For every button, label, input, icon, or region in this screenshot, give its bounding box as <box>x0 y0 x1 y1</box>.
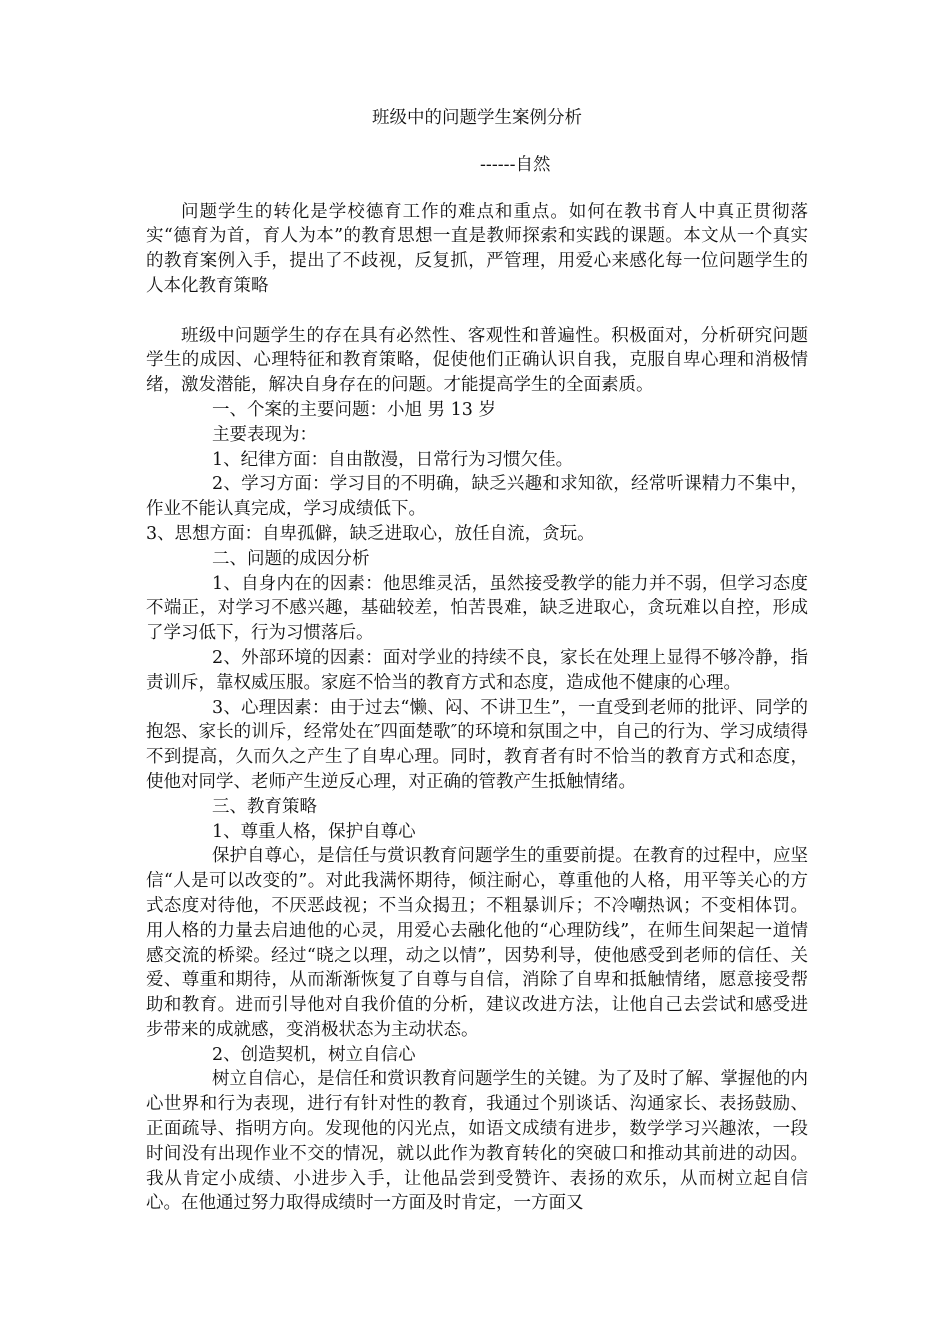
document-page <box>146 106 808 1216</box>
section-3-paragraph-1: 保护自尊心，是信任与赏识教育问题学生的重要前提。在教育的过程中，应坚信“人是可以改变的”。对此我满怀期待，倾注耐心，尊重他的人格，用平等关心的方式态度对待他，不厌恶歧视；不当众揭丑；不粗暴训斥；不冷嘲热讽；不变相体罚。用人格的力量去启迪他的心灵，用爱心去融化他的“心理防线”，在师生间架起一道情感交流的桥梁。经过“晓之以理，动之以情”，因势利导，使他感受到老师的信任、关爱、尊重和期待，从而渐渐恢复了自尊与自信，消除了自卑和抵触情绪，愿意接受帮助和教育。进而引导他对自我价值的分析，建议改进方法，让他自己去尝试和感受进步带来的成就感，变消极状态为主动状态。 <box>146 846 808 1040</box>
section-1-intro: 主要表现为： <box>212 424 317 445</box>
section-heading-1: 一、个案的主要问题：小旭 男 13 岁 <box>212 399 496 420</box>
intro-paragraph: 问题学生的转化是学校德育工作的难点和重点。如何在教书育人中真正贯彻落实“德育为首，育人为本”的教育思想一直是教师探索和实践的课题。本文从一个真实的教育案例入手，提出了不歧视，反复抓，严管理，用爱心来感化每一位问题学生的人本化教育策略 <box>146 201 808 296</box>
document-author: ------自然 <box>480 154 551 175</box>
blank-line <box>146 299 808 324</box>
section-2-item-2: 2、外部环境的因素：面对学业的持续不良，家长在处理上显得不够冷静，指责训斥，靠权威压服。家庭不恰当的教育方式和态度，造成他不健康的心理。 <box>146 647 808 693</box>
section-1-item-1: 1、纪律方面：自由散漫，日常行为习惯欠佳。 <box>212 449 574 470</box>
section-3-subheading-2: 2、创造契机，树立自信心 <box>212 1044 416 1065</box>
section-2-item-3: 3、心理因素：由于过去“懒、闷、不讲卫生”，一直受到老师的批评、同学的抱怨、家长的训斥，经常处在″四面楚歌″的环境和氛围之中，自己的行为、学习成绩得不到提高，久而久之产生了自卑心理。同时，教育者有时不恰当的教育方式和态度，使他对同学、老师产生逆反心理，对正确的管教产生抵触情绪。 <box>146 697 808 792</box>
document-title: 班级中的问题学生案例分析 <box>372 108 582 128</box>
section-1-item-3: 3、思想方面：自卑孤僻，缺乏进取心，放任自流，贪玩。 <box>146 523 595 544</box>
section-heading-3: 三、教育策略 <box>212 796 317 817</box>
section-1-item-2: 2、学习方面：学习目的不明确，缺乏兴趣和求知欲，经常听课精力不集中，作业不能认真完成，学习成绩低下。 <box>146 474 808 520</box>
section-heading-2: 二、问题的成因分析 <box>212 548 370 569</box>
overview-paragraph: 班级中问题学生的存在具有必然性、客观性和普遍性。积极面对，分析研究问题学生的成因、心理特征和教育策略，促使他们正确认识自我，克服自卑心理和消极情绪，激发潜能，解决自身存在的问题。才能提高学生的全面素质。 <box>146 325 808 396</box>
section-2-item-1: 1、自身内在的因素：他思维灵活，虽然接受教学的能力并不弱，但学习态度不端正，对学习不感兴趣，基础较差，怕苦畏难，缺乏进取心，贪玩难以自控，形成了学习低下，行为习惯落后。 <box>146 573 808 644</box>
section-3-paragraph-2: 树立自信心，是信任和赏识教育问题学生的关键。为了及时了解、掌握他的内心世界和行为表现，进行有针对性的教育，我通过个别谈话、沟通家长、表扬鼓励、正面疏导、指明方向。发现他的闪光点，如语文成绩有进步，数学学习兴趣浓，一段时间没有出现作业不交的情况，就以此作为教育转化的突破口和推动其前进的动因。我从肯定小成绩、小进步入手，让他品尝到受赞许、表扬的欢乐，从而树立起自信心。在他通过努力取得成绩时一方面及时肯定，一方面又 <box>146 1069 808 1214</box>
section-3-subheading-1: 1、尊重人格，保护自尊心 <box>212 821 416 842</box>
